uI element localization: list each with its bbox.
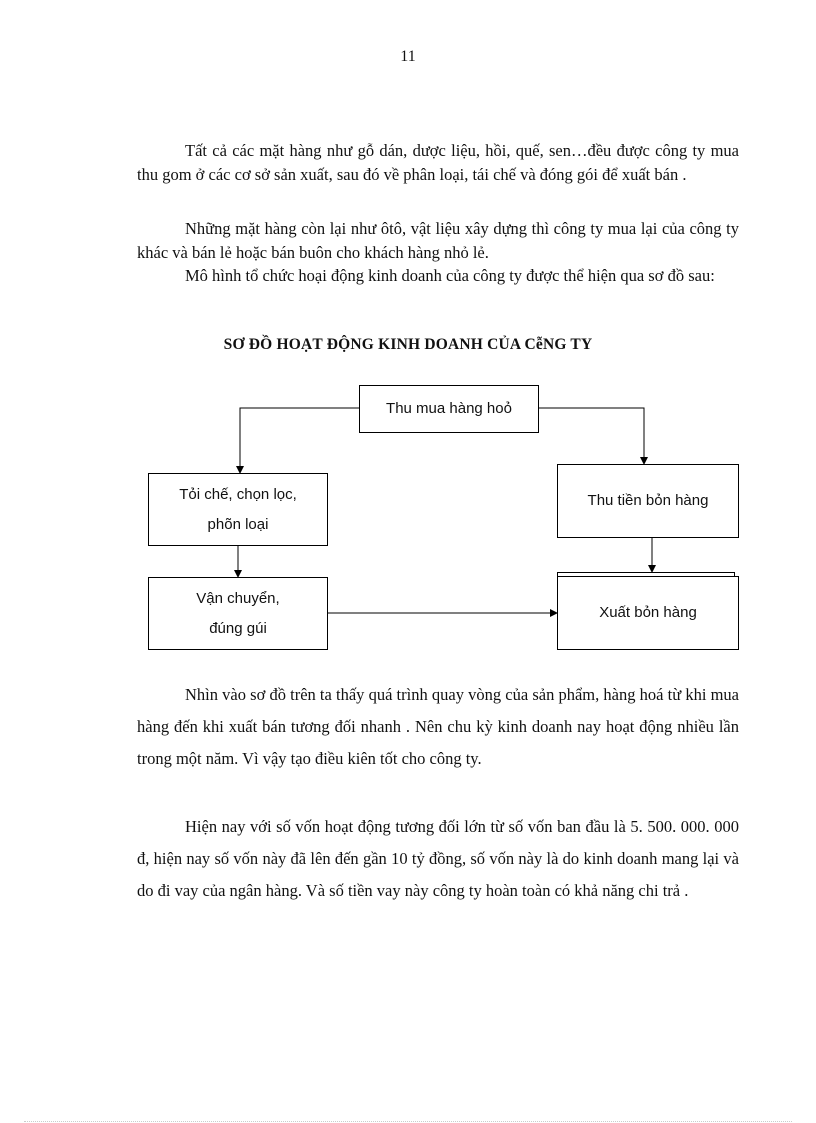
diagram-title: SƠ ĐỒ HOẠT ĐỘNG KINH DOANH CỦA CễNG TY	[223, 336, 593, 353]
paragraph-1-text: Tất cả các mặt hàng như gỗ dán, dược liệu, hồi, quế, sen…đều được công ty mua thu gom ở các cơ sở sản xuất, sau đó về phân loại, tái chế và đóng gói để xuất bán .	[137, 141, 739, 184]
paragraph-2-text: Những mặt hàng còn lại như ôtô, vật liệu xây dựng thì công ty mua lại của công ty khác và bán lẻ hoặc bán buôn cho khách hàng nhỏ lẻ.	[137, 219, 739, 262]
node-processing	[148, 473, 328, 546]
node-transport	[148, 577, 328, 650]
node-purchase-label: Thu mua hàng hoỏ	[386, 400, 512, 417]
node-collect	[557, 464, 739, 538]
paragraph-3-text: Mô hình tổ chức hoại động kinh doanh của công ty được thể hiện qua sơ đồ sau:	[185, 266, 715, 285]
paragraph-4	[137, 679, 739, 775]
page-bottom-rule	[24, 1121, 792, 1122]
node-transport-label-1: Vận chuyển,	[196, 589, 280, 607]
paragraph-4-text: Nhìn vào sơ đồ trên ta thấy quá trình quay vòng của sản phẩm, hàng hoá từ khi mua hàng đến khi xuất bán tương đối nhanh . Nên chu kỳ kinh doanh nay hoạt động nhiều lần trong một năm. Vì vậy tạo điều kiên tốt cho công ty.	[137, 685, 739, 768]
paragraph-5-text: Hiện nay với số vốn hoạt động tương đối lớn từ số vốn ban đầu là 5. 500. 000. 000 đ, hiện nay số vốn này đã lên đến gần 10 tỷ đồng, số vốn này là do kinh doanh mang lại và do đi vay của ngân hàng. Và số tiền vay này công ty hoàn toàn có khả năng chi trả .	[137, 817, 739, 900]
node-transport-label-2: đúng gúi	[209, 619, 267, 637]
node-processing-label-1: Tỏi chế, chọn lọc,	[179, 485, 297, 503]
node-collect-label: Thu tiền bỏn hàng	[587, 492, 709, 509]
paragraph-5	[137, 811, 739, 907]
page-number: 11	[400, 48, 416, 65]
arrow-purchase-to-collect	[538, 408, 644, 464]
node-export	[557, 576, 739, 650]
arrow-purchase-to-processing	[240, 408, 359, 473]
node-processing-label-2: phõn loại	[207, 515, 269, 533]
node-purchase	[359, 385, 539, 433]
node-export-label: Xuất bỏn hàng	[599, 604, 697, 621]
